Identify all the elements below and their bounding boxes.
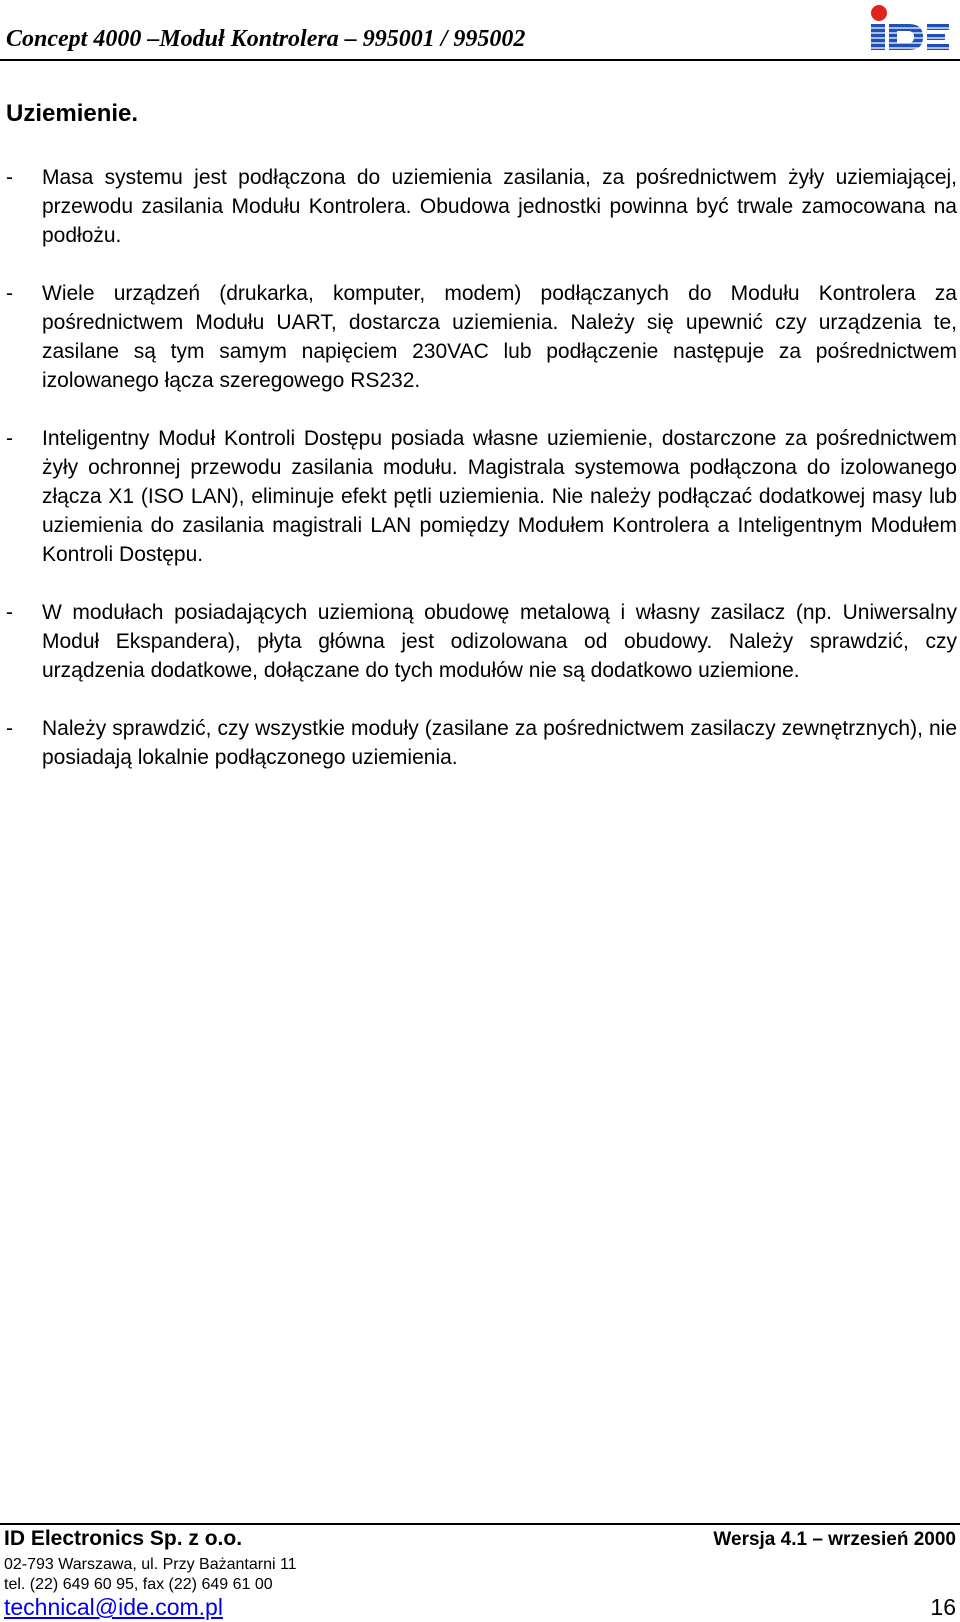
grounding-list xyxy=(0,163,960,801)
list-item xyxy=(0,424,960,569)
list-dash: - xyxy=(6,166,13,189)
list-item xyxy=(0,598,960,685)
list-dash: - xyxy=(6,427,13,450)
ide-logo-icon xyxy=(865,4,951,52)
page-number: 16 xyxy=(930,1594,956,1620)
list-dash: - xyxy=(6,601,13,624)
section-heading: Uziemienie. xyxy=(6,100,139,127)
company-phone: tel. (22) 649 60 95, fax (22) 649 61 00 xyxy=(4,1576,273,1593)
list-item xyxy=(0,279,960,395)
footer-divider xyxy=(0,1523,960,1525)
list-item-text: Inteligentny Moduł Kontroli Dostępu posiada własne uziemienie, dostarczone za pośrednictwem żyły ochronnej przewodu zasilania modułu. Magistrala systemowa podłączona do izolowanego złącza X1 (ISO LAN), eliminuje efekt pętli uziemienia. Nie należy podłączać dodatkowej masy lub uziemienia do zasilania magistrali LAN pomiędzy Modułem Kontrolera a Inteligentnym Modułem Kontroli Dostępu. xyxy=(42,427,957,566)
list-item-text: Należy sprawdzić, czy wszystkie moduły (zasilane za pośrednictwem zasilaczy zewnętrznych), nie posiadają lokalnie podłączonego uziemienia. xyxy=(42,717,957,769)
page-header xyxy=(0,0,960,62)
list-item-text: W modułach posiadających uziemioną obudowę metalową i własny zasilacz (np. Uniwersalny Moduł Ekspandera), płyta główna jest odizolowana od obudowy. Należy sprawdzić, czy urządzenia dodatkowe, dołączane do tych modułów nie są dodatkowo uziemione. xyxy=(42,601,957,682)
list-item-text: Wiele urządzeń (drukarka, komputer, modem) podłączanych do Modułu Kontrolera za pośrednictwem Modułu UART, dostarcza uziemienia. Należy się upewnić czy urządzenia te, zasilane są tym samym napięciem 230VAC lub podłączenie następuje za pośrednictwem izolowanego łącza szeregowego RS232. xyxy=(42,282,957,392)
list-item-text: Masa systemu jest podłączona do uziemienia zasilania, za pośrednictwem żyły uziemiającej, przewodu zasilania Modułu Kontrolera. Obudowa jednostki powinna być trwale zamocowana na podłożu. xyxy=(42,166,957,247)
document-version: Wersja 4.1 – wrzesień 2000 xyxy=(713,1529,956,1550)
company-address: 02-793 Warszawa, ul. Przy Bażantarni 11 xyxy=(4,1556,297,1573)
header-divider xyxy=(0,59,960,61)
document-title: Concept 4000 –Moduł Kontrolera – 995001 / 995002 xyxy=(6,26,526,52)
list-dash: - xyxy=(6,282,13,305)
list-item xyxy=(0,714,960,772)
company-name: ID Electronics Sp. z o.o. xyxy=(4,1527,243,1550)
list-item xyxy=(0,163,960,250)
list-dash: - xyxy=(6,717,13,740)
email-link[interactable]: technical@ide.com.pl xyxy=(4,1594,223,1620)
